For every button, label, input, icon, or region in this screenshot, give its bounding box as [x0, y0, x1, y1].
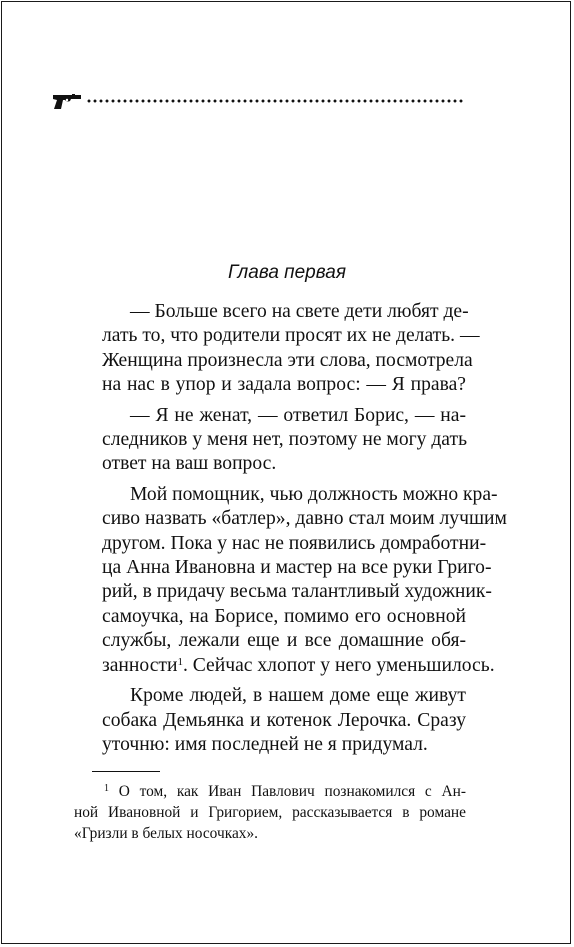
- dotted-line: [86, 99, 464, 103]
- body-text: [74, 300, 507, 763]
- paragraph-4: [74, 684, 466, 757]
- footnote-line: ной Ивановной и Григорием, рассказывается в романе: [74, 804, 466, 821]
- text-line: другом. Пока у нас не появились домработни-: [102, 532, 487, 554]
- text-line: самоучка, на Борисе, помимо его основной: [102, 605, 466, 627]
- text-line: сиво назвать «батлер», давно стал моим лучшим: [102, 508, 507, 530]
- text-line: Кроме людей, в нашем доме еще живут: [130, 685, 466, 707]
- text-line: — Больше всего на свете дети любят де-: [130, 301, 469, 322]
- paragraph-2: [74, 404, 466, 477]
- text-line: Женщина произнесла эти слова, посмотрела: [102, 349, 473, 371]
- text-line: уточню: имя последней не я придумал.: [102, 733, 428, 755]
- paragraph-1: [74, 300, 480, 398]
- footnote: [74, 781, 466, 844]
- text-fragment: О том, как Иван Павлович познакомился с Ан-: [118, 783, 466, 800]
- footnote-number: 1: [104, 783, 109, 794]
- text-line: следников у меня нет, поэтому не могу дать: [102, 429, 467, 451]
- text-line: ца Анна Ивановна и мастер на все руки Григо-: [102, 557, 492, 579]
- footnote-line: [74, 781, 466, 802]
- text-line: рий, в придачу весьма талантливый художник-: [102, 581, 492, 603]
- text-line: ответ на ваш вопрос.: [102, 453, 277, 475]
- footnote-divider: [92, 771, 160, 772]
- text-line: службы, лежали еще и все домашние обя-: [102, 630, 466, 652]
- chapter-title: Глава первая: [228, 262, 346, 283]
- text-line: на нас в упор и задала вопрос: — Я права?: [102, 374, 466, 396]
- text-line: [74, 654, 495, 678]
- text-line: лать то, что родители просят их не делать. —: [102, 325, 480, 347]
- footnote-mark[interactable]: 1: [177, 655, 183, 668]
- footnote-line: «Гризли в белых носочках».: [74, 825, 259, 842]
- text-line: собака Демьянка и котенок Лерочка. Сразу: [102, 709, 466, 731]
- header-ornament: [52, 92, 464, 110]
- text-fragment: . Сейчас хлопот у него уменьшилось.: [182, 654, 495, 676]
- text-fragment: занности: [102, 654, 178, 676]
- text-line: Мой помощник, чью должность можно кра-: [130, 483, 498, 505]
- paragraph-3: [74, 483, 507, 678]
- pistol-icon: [52, 92, 82, 110]
- text-line: — Я не женат, — ответил Борис, — на-: [130, 404, 466, 426]
